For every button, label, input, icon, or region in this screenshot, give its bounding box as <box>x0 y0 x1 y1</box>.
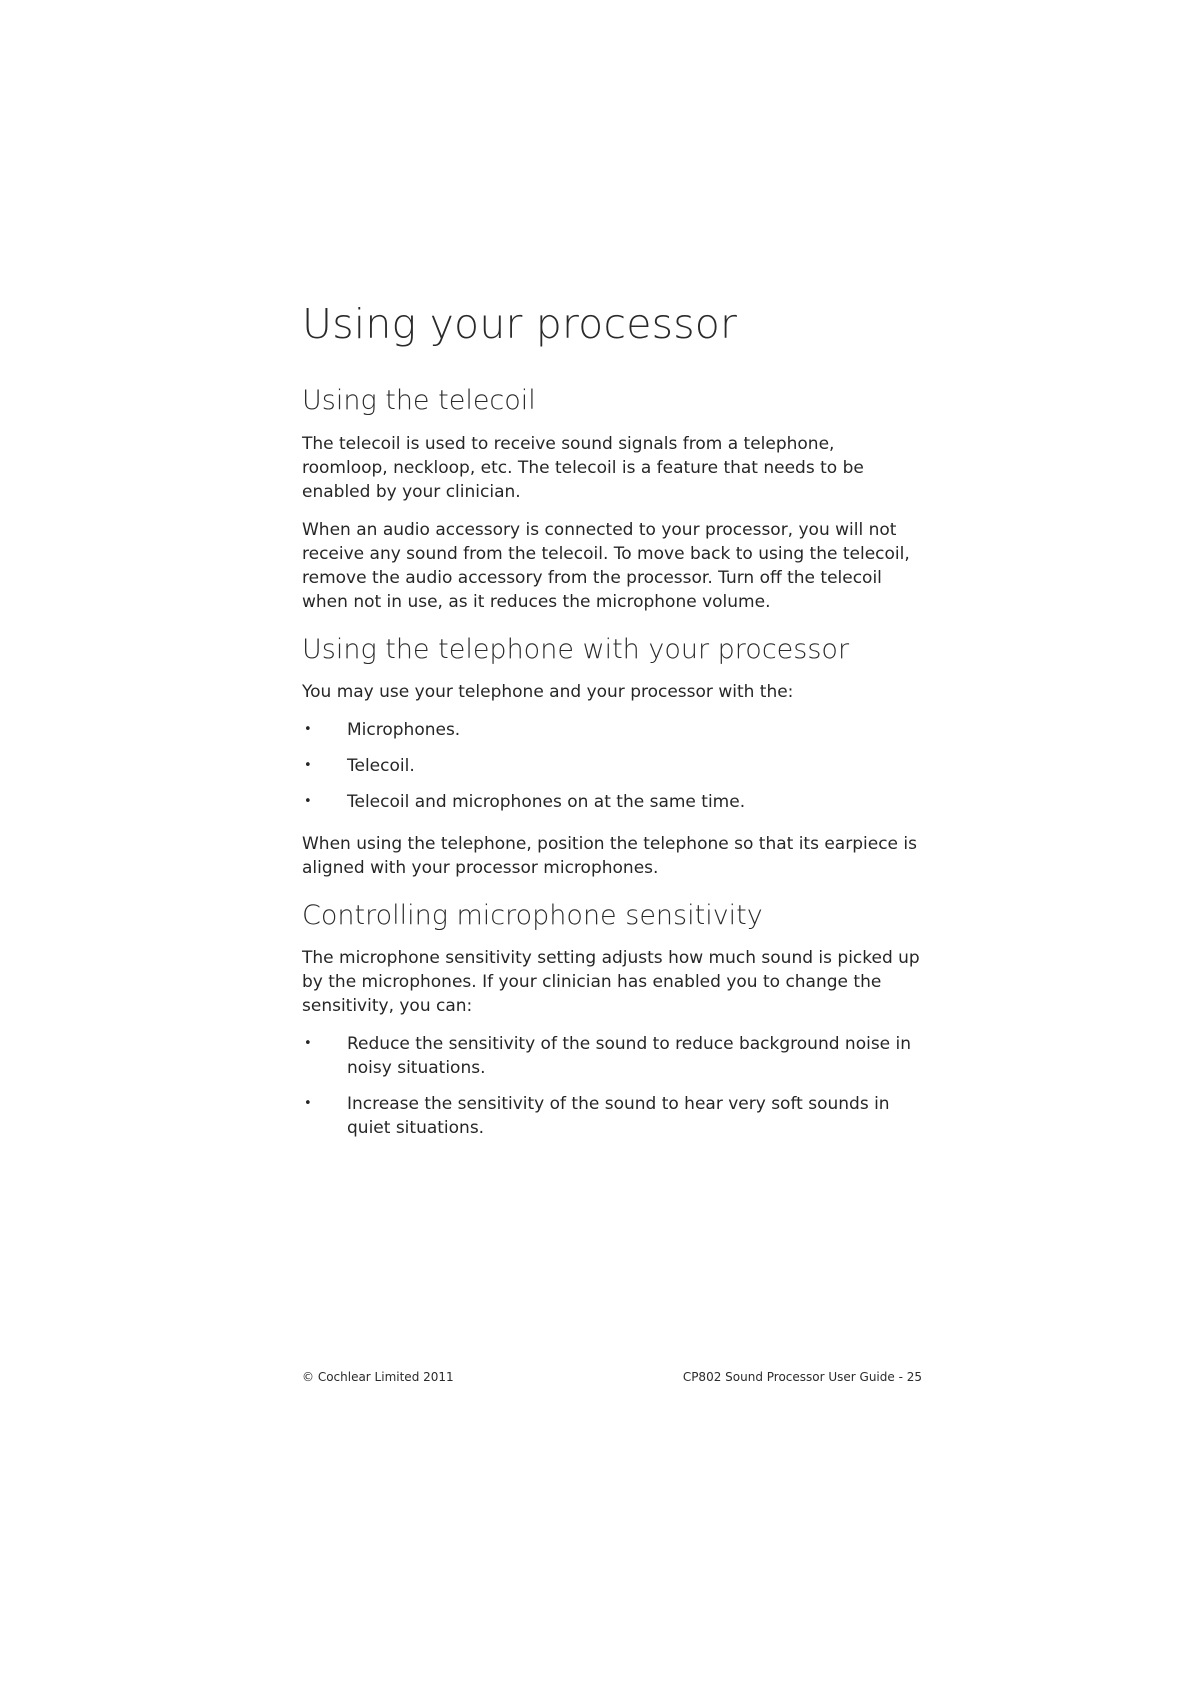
list-item-text: Microphones. <box>347 719 461 740</box>
page-title: Using your processor <box>302 300 738 348</box>
list-item <box>302 718 922 742</box>
section-telecoil <box>302 385 922 613</box>
section-heading: Controlling microphone sensitivity <box>302 899 763 931</box>
bullet-list <box>302 718 922 814</box>
bullet-icon: • <box>304 793 312 809</box>
footer-page-label: CP802 Sound Processor User Guide - 25 <box>682 1370 922 1384</box>
footer-copyright: © Cochlear Limited 2011 <box>302 1370 454 1384</box>
paragraph: When an audio accessory is connected to your processor, you will not receive any sound from the telecoil. To move back to using the telecoil, remove the audio accessory from the processor. Turn off the telecoil when not in use, as it reduces the microphone volume. <box>302 519 910 612</box>
list-item <box>302 1092 922 1140</box>
bullet-icon: • <box>304 1036 312 1052</box>
paragraph: The telecoil is used to receive sound signals from a telephone, roomloop, neckloop, etc. The telecoil is a feature that needs to be enabled by your clinician. <box>302 433 864 502</box>
paragraph: When using the telephone, position the telephone so that its earpiece is aligned with your processor microphones. <box>302 833 917 878</box>
bullet-list <box>302 1032 922 1140</box>
page-content <box>302 300 922 1160</box>
bullet-icon: • <box>304 757 312 773</box>
list-item <box>302 754 922 778</box>
list-item-text: Increase the sensitivity of the sound to hear very soft sounds in quiet situations. <box>347 1094 890 1139</box>
list-item <box>302 1032 922 1080</box>
list-item-text: Telecoil. <box>347 755 415 776</box>
bullet-icon: • <box>304 721 312 737</box>
section-heading: Using the telecoil <box>302 385 536 417</box>
section-microphone-sensitivity <box>302 900 922 1140</box>
paragraph: You may use your telephone and your processor with the: <box>302 681 794 702</box>
list-item-text: Reduce the sensitivity of the sound to reduce background noise in noisy situations. <box>347 1034 912 1079</box>
list-item-text: Telecoil and microphones on at the same time. <box>347 791 746 812</box>
section-telephone <box>302 634 922 880</box>
page-footer <box>302 1370 922 1384</box>
list-item <box>302 790 922 814</box>
paragraph: The microphone sensitivity setting adjusts how much sound is picked up by the microphones. If your clinician has enabled you to change the sensitivity, you can: <box>302 948 920 1017</box>
bullet-icon: • <box>304 1096 312 1112</box>
section-heading: Using the telephone with your processor <box>302 633 850 665</box>
